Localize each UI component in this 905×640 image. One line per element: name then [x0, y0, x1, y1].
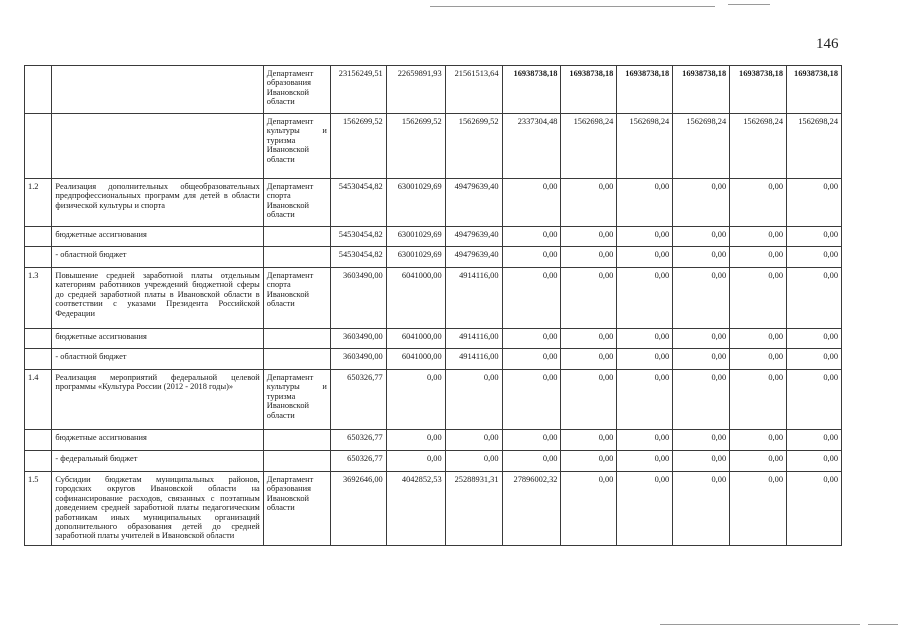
item-number-cell: 1.5 [25, 472, 52, 546]
item-name-cell: Реализация мероприятий федеральной целевой программы «Культура России (2012 - 2018 годы)» [52, 370, 263, 430]
amount-cell: 0,00 [673, 472, 730, 546]
amount-cell: 0,00 [787, 179, 842, 227]
amount-cell: 0,00 [787, 451, 842, 472]
amount-cell: 0,00 [561, 329, 617, 349]
item-name-cell: Повышение средней заработной платы отдельным категориям работников учреждений бюджетной сферы до средней заработной платы в Ивановской области в соответствии с указами Президента Российской Федерации [52, 268, 263, 329]
amount-cell: 0,00 [502, 430, 561, 451]
table-row [25, 227, 842, 247]
amount-cell: 0,00 [617, 370, 673, 430]
amount-cell: 0,00 [561, 179, 617, 227]
table-row [25, 114, 842, 179]
amount-cell: 0,00 [561, 472, 617, 546]
item-number-cell: 1.4 [25, 370, 52, 430]
department-cell: Департамент спорта Ивановской области [263, 179, 330, 227]
amount-cell: 54530454,82 [330, 179, 386, 227]
amount-cell: 0,00 [617, 430, 673, 451]
amount-cell: 1562699,52 [386, 114, 445, 179]
amount-cell: 0,00 [787, 349, 842, 370]
item-name-cell: - областной бюджет [52, 247, 263, 268]
amount-cell: 16938738,18 [617, 66, 673, 114]
item-name-cell: бюджетные ассигнования [52, 227, 263, 247]
amount-cell: 1562698,24 [673, 114, 730, 179]
amount-cell: 0,00 [787, 370, 842, 430]
item-number-cell [25, 66, 52, 114]
amount-cell: 0,00 [617, 268, 673, 329]
amount-cell: 0,00 [730, 247, 787, 268]
item-number-cell [25, 349, 52, 370]
amount-cell: 3603490,00 [330, 329, 386, 349]
amount-cell: 22659891,93 [386, 66, 445, 114]
item-name-cell: - федеральный бюджет [52, 451, 263, 472]
department-cell [263, 247, 330, 268]
amount-cell: 0,00 [502, 179, 561, 227]
amount-cell: 0,00 [673, 430, 730, 451]
table-row [25, 329, 842, 349]
amount-cell: 49479639,40 [445, 179, 502, 227]
table-row [25, 349, 842, 370]
item-name-cell: Реализация дополнительных общеобразовательных предпрофессиональных программ для детей в области физической культуры и спорта [52, 179, 263, 227]
table-row [25, 430, 842, 451]
amount-cell: 3603490,00 [330, 268, 386, 329]
department-cell [263, 349, 330, 370]
department-cell: Департамент спорта Ивановской области [263, 268, 330, 329]
amount-cell: 16938738,18 [502, 66, 561, 114]
amount-cell: 16938738,18 [730, 66, 787, 114]
amount-cell: 0,00 [673, 247, 730, 268]
amount-cell: 4914116,00 [445, 349, 502, 370]
amount-cell: 0,00 [617, 451, 673, 472]
amount-cell: 0,00 [730, 451, 787, 472]
amount-cell: 0,00 [787, 430, 842, 451]
amount-cell: 1562698,24 [787, 114, 842, 179]
amount-cell: 0,00 [787, 268, 842, 329]
amount-cell: 63001029,69 [386, 227, 445, 247]
amount-cell: 3692646,00 [330, 472, 386, 546]
table-row [25, 179, 842, 227]
amount-cell: 1562698,24 [617, 114, 673, 179]
amount-cell: 0,00 [502, 349, 561, 370]
amount-cell: 21561513,64 [445, 66, 502, 114]
table-row [25, 268, 842, 329]
amount-cell: 4914116,00 [445, 329, 502, 349]
item-number-cell [25, 247, 52, 268]
amount-cell: 0,00 [445, 451, 502, 472]
department-cell [263, 451, 330, 472]
amount-cell: 0,00 [730, 179, 787, 227]
amount-cell: 0,00 [730, 370, 787, 430]
amount-cell: 0,00 [673, 329, 730, 349]
amount-cell: 0,00 [730, 227, 787, 247]
amount-cell: 0,00 [730, 349, 787, 370]
amount-cell: 1562698,24 [730, 114, 787, 179]
amount-cell: 0,00 [617, 349, 673, 370]
amount-cell: 4914116,00 [445, 268, 502, 329]
item-name-cell: - областной бюджет [52, 349, 263, 370]
table-row [25, 472, 842, 546]
scan-artifact-bottom [660, 624, 860, 625]
item-name-cell: Субсидии бюджетам муниципальных районов, городских округов Ивановской области на софинансирование расходов, связанных с поэтапным доведением средней заработной платы педагогическим работникам иных муниципальных организаций дополнительного образования детей до средней заработной платы учителей в Ивановской области [52, 472, 263, 546]
amount-cell: 650326,77 [330, 370, 386, 430]
amount-cell: 25288931,31 [445, 472, 502, 546]
scan-artifact-top [430, 6, 715, 7]
amount-cell: 0,00 [561, 349, 617, 370]
amount-cell: 0,00 [617, 247, 673, 268]
item-number-cell: 1.2 [25, 179, 52, 227]
item-name-cell: бюджетные ассигнования [52, 329, 263, 349]
amount-cell: 6041000,00 [386, 349, 445, 370]
amount-cell: 6041000,00 [386, 268, 445, 329]
amount-cell: 0,00 [561, 451, 617, 472]
amount-cell: 1562699,52 [330, 114, 386, 179]
amount-cell: 49479639,40 [445, 247, 502, 268]
amount-cell: 0,00 [673, 370, 730, 430]
amount-cell: 0,00 [386, 430, 445, 451]
amount-cell: 0,00 [502, 227, 561, 247]
amount-cell: 0,00 [617, 472, 673, 546]
amount-cell: 0,00 [787, 472, 842, 546]
budget-table [24, 65, 842, 546]
department-cell [263, 430, 330, 451]
item-number-cell [25, 227, 52, 247]
item-name-cell: бюджетные ассигнования [52, 430, 263, 451]
table-row [25, 247, 842, 268]
amount-cell: 0,00 [502, 268, 561, 329]
item-name-cell [52, 66, 263, 114]
amount-cell: 23156249,51 [330, 66, 386, 114]
amount-cell: 0,00 [561, 247, 617, 268]
amount-cell: 0,00 [502, 329, 561, 349]
item-number-cell [25, 114, 52, 179]
amount-cell: 0,00 [673, 349, 730, 370]
amount-cell: 3603490,00 [330, 349, 386, 370]
item-number-cell [25, 329, 52, 349]
amount-cell: 0,00 [617, 329, 673, 349]
amount-cell: 16938738,18 [673, 66, 730, 114]
amount-cell: 1562698,24 [561, 114, 617, 179]
amount-cell: 650326,77 [330, 430, 386, 451]
amount-cell: 0,00 [730, 430, 787, 451]
amount-cell: 0,00 [787, 227, 842, 247]
table-row [25, 451, 842, 472]
amount-cell: 0,00 [502, 247, 561, 268]
item-number-cell [25, 430, 52, 451]
department-cell [263, 329, 330, 349]
amount-cell: 0,00 [561, 227, 617, 247]
department-cell: Департамент культуры и туризма Ивановской области [263, 114, 330, 179]
department-cell: Департамент образования Ивановской области [263, 66, 330, 114]
amount-cell: 0,00 [730, 472, 787, 546]
item-number-cell [25, 451, 52, 472]
amount-cell: 0,00 [673, 451, 730, 472]
amount-cell: 0,00 [673, 179, 730, 227]
amount-cell: 0,00 [617, 179, 673, 227]
amount-cell: 16938738,18 [561, 66, 617, 114]
amount-cell: 0,00 [617, 227, 673, 247]
amount-cell: 6041000,00 [386, 329, 445, 349]
amount-cell: 0,00 [730, 329, 787, 349]
amount-cell: 0,00 [386, 370, 445, 430]
amount-cell: 0,00 [561, 268, 617, 329]
amount-cell: 0,00 [787, 329, 842, 349]
amount-cell: 0,00 [445, 430, 502, 451]
amount-cell: 4042852,53 [386, 472, 445, 546]
amount-cell: 0,00 [673, 268, 730, 329]
amount-cell: 0,00 [561, 430, 617, 451]
amount-cell: 650326,77 [330, 451, 386, 472]
amount-cell: 54530454,82 [330, 227, 386, 247]
amount-cell: 1562699,52 [445, 114, 502, 179]
page-number: 146 [816, 36, 839, 52]
amount-cell: 0,00 [386, 451, 445, 472]
amount-cell: 0,00 [787, 247, 842, 268]
amount-cell: 0,00 [673, 227, 730, 247]
amount-cell: 27896002,32 [502, 472, 561, 546]
item-name-cell [52, 114, 263, 179]
amount-cell: 0,00 [561, 370, 617, 430]
amount-cell: 0,00 [730, 268, 787, 329]
table-row [25, 66, 842, 114]
amount-cell: 0,00 [445, 370, 502, 430]
scan-artifact-bottom-right [868, 624, 898, 625]
item-number-cell: 1.3 [25, 268, 52, 329]
table-row [25, 370, 842, 430]
department-cell [263, 227, 330, 247]
amount-cell: 0,00 [502, 370, 561, 430]
amount-cell: 63001029,69 [386, 179, 445, 227]
scan-artifact-top-right [728, 4, 770, 5]
amount-cell: 2337304,48 [502, 114, 561, 179]
amount-cell: 49479639,40 [445, 227, 502, 247]
amount-cell: 16938738,18 [787, 66, 842, 114]
department-cell: Департамент культуры и туризма Ивановской области [263, 370, 330, 430]
amount-cell: 63001029,69 [386, 247, 445, 268]
department-cell: Департамент образования Ивановской области [263, 472, 330, 546]
amount-cell: 54530454,82 [330, 247, 386, 268]
amount-cell: 0,00 [502, 451, 561, 472]
